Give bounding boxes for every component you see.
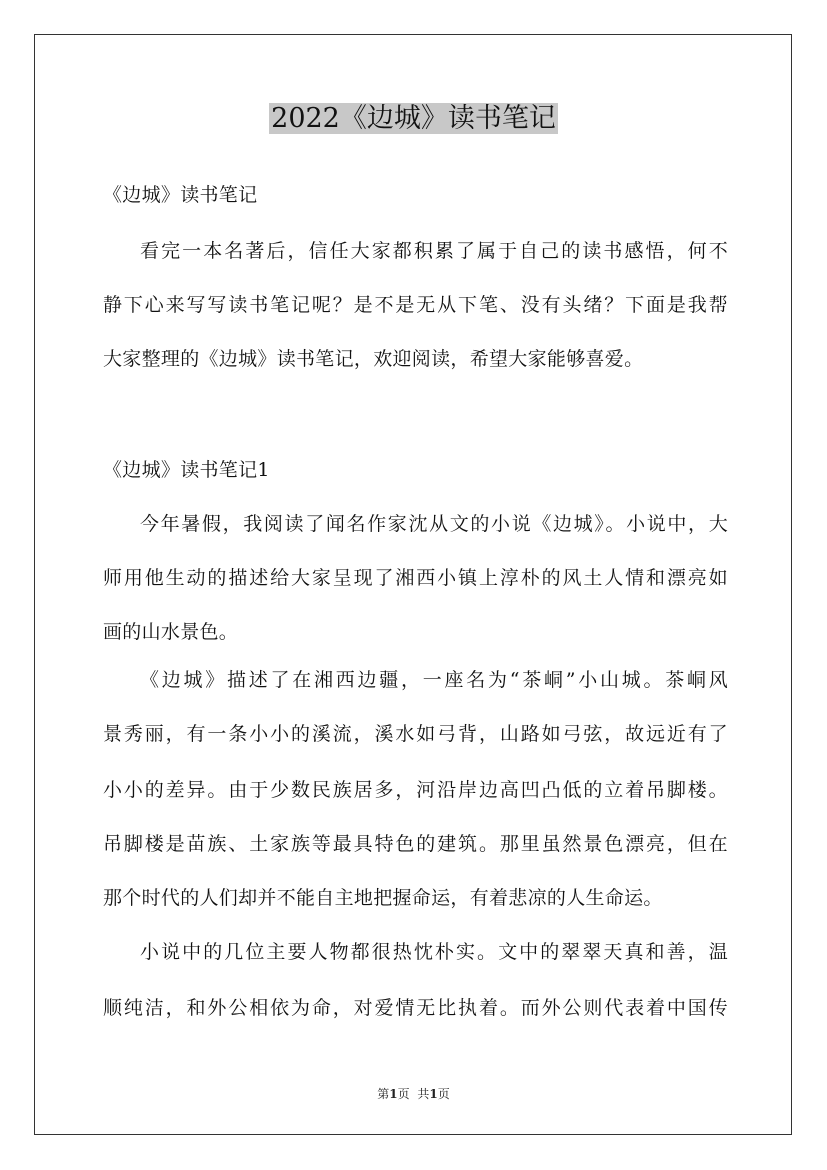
p1-line-3: 画的山水景色。 <box>103 621 239 643</box>
p1-line-2: 师用他生动的描述给大家呈现了湘西小镇上淳朴的风土人情和漂亮如 <box>103 567 728 589</box>
page-footer <box>0 1085 827 1102</box>
subtitle: 《边城》读书笔记 <box>103 184 258 206</box>
p2-line-2: 景秀丽，有一条小小的溪流，溪水如弓背，山路如弓弦，故远近有了 <box>103 723 728 745</box>
p2-line-1: 《边城》描述了在湘西边疆，一座名为“茶峒”小山城。茶峒风 <box>140 669 728 691</box>
footer-page-prefix: 第 <box>377 1087 390 1101</box>
section-heading: 《边城》读书笔记1 <box>103 459 270 481</box>
p2-line-4: 吊脚楼是苗族、土家族等最具特色的建筑。那里虽然景色漂亮，但在 <box>103 833 728 855</box>
p3-line-1: 小说中的几位主要人物都很热忱朴实。文中的翠翠天真和善，温 <box>140 941 728 963</box>
footer-page-unit: 页 <box>397 1087 410 1101</box>
footer-page-number: 1 <box>389 1087 398 1101</box>
document-title-text: 2022《边城》读书笔记 <box>271 103 556 134</box>
document-title <box>0 96 827 142</box>
footer-total-number: 1 <box>429 1087 438 1101</box>
intro-line-2: 静下心来写写读书笔记呢？是不是无从下笔、没有头绪？下面是我帮 <box>103 294 728 316</box>
intro-line-1: 看完一本名著后，信任大家都积累了属于自己的读书感悟，何不 <box>140 240 728 262</box>
intro-line-3: 大家整理的《边城》读书笔记，欢迎阅读，希望大家能够喜爱。 <box>103 348 644 370</box>
p1-line-1: 今年暑假，我阅读了闻名作家沈从文的小说《边城》。小说中，大 <box>140 513 728 535</box>
p3-line-2: 顺纯洁，和外公相依为命，对爱情无比执着。而外公则代表着中国传 <box>103 997 728 1019</box>
p2-line-3: 小小的差异。由于少数民族居多，河沿岸边高凹凸低的立着吊脚楼。 <box>103 779 728 801</box>
footer-total-prefix: 共 <box>417 1087 430 1101</box>
p2-line-5: 那个时代的人们却并不能自主地把握命运，有着悲凉的人生命运。 <box>103 887 663 909</box>
footer-total-unit: 页 <box>437 1087 450 1101</box>
